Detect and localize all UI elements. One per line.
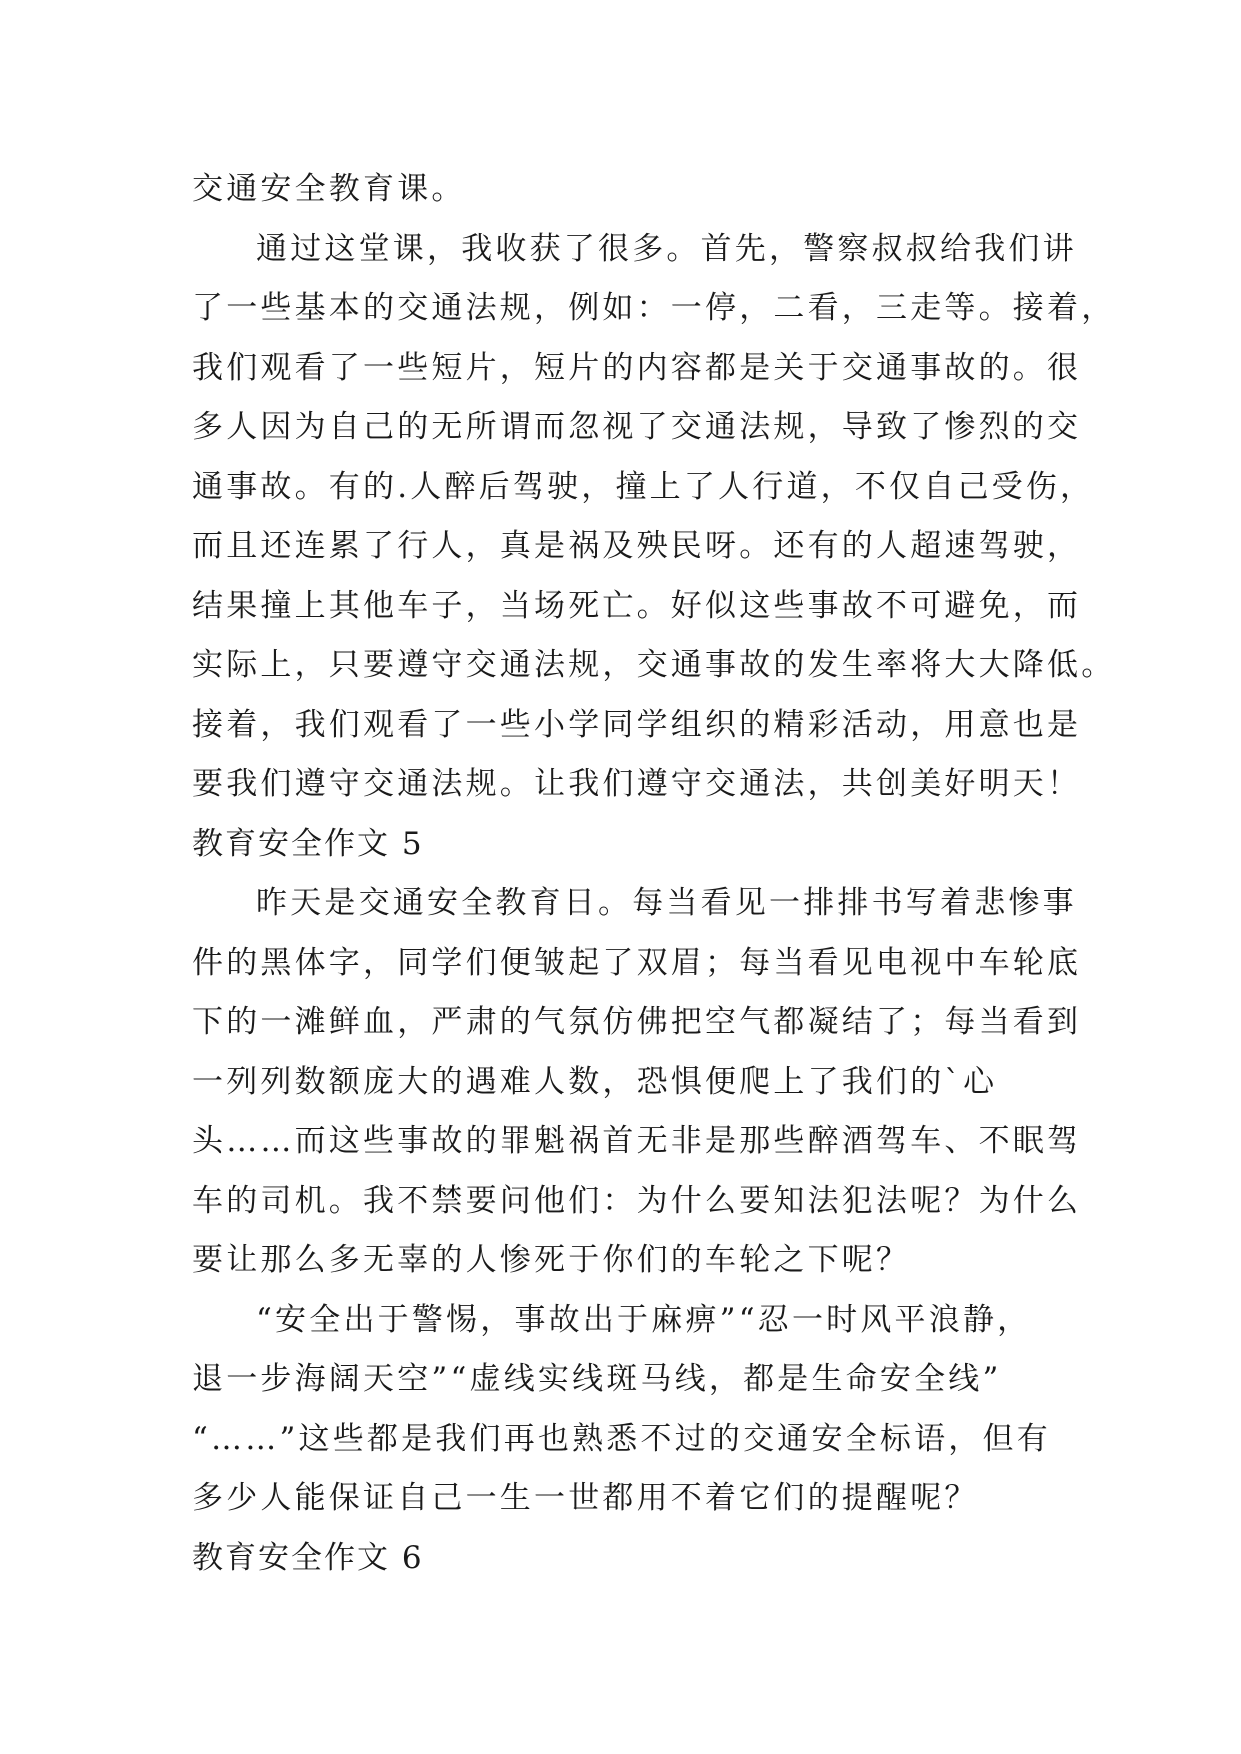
text-line: 多人因为自己的无所谓而忽视了交通法规，导致了惨烈的交 — [192, 409, 1082, 445]
text-line: 结果撞上其他车子，当场死亡。好似这些事故不可避免，而 — [192, 587, 1082, 624]
text-line: 通事故。有的.人醉后驾驶，撞上了人行道，不仅自己受伤， — [192, 468, 1095, 505]
text-line: 而且还连累了行人，真是祸及殃民呀。还有的人超速驾驶， — [192, 528, 1082, 564]
paragraph-first-line: “安全出于警惕，事故出于麻痹”“忍一时风平浪静， — [256, 1301, 1032, 1338]
section-heading: 教育安全作文 5 — [192, 825, 424, 862]
text-line: 要我们遵守交通法规。让我们遵守交通法，共创美好明天！ — [192, 766, 1082, 802]
paragraph-first-line: 通过这堂课，我收获了很多。首先，警察叔叔给我们讲 — [256, 230, 1077, 267]
text-line: 头……而这些事故的罪魁祸首无非是那些醉酒驾车、不眠驾 — [192, 1123, 1082, 1159]
text-line: 实际上，只要遵守交通法规，交通事故的发生率将大大降低。 — [192, 647, 1116, 683]
text-line: 了一些基本的交通法规，例如：一停，二看，三走等。接着， — [192, 290, 1116, 326]
text-line: “……”这些都是我们再也熟悉不过的交通安全标语，但有 — [192, 1420, 1051, 1457]
text-line: 交通安全教育课。 — [192, 171, 466, 207]
document-body — [192, 160, 1116, 1588]
text-line: 车的司机。我不禁要问他们：为什么要知法犯法呢？为什么 — [192, 1182, 1082, 1219]
section-heading: 教育安全作文 6 — [192, 1539, 424, 1576]
text-line: 接着，我们观看了一些小学同学组织的精彩活动，用意也是 — [192, 706, 1082, 743]
text-line: 我们观看了一些短片，短片的内容都是关于交通事故的。很 — [192, 349, 1082, 386]
text-line: 要让那么多无辜的人惨死于你们的车轮之下呢？ — [192, 1242, 911, 1278]
text-line: 下的一滩鲜血，严肃的气氛仿佛把空气都凝结了；每当看到 — [192, 1004, 1082, 1040]
text-line: 件的黑体字，同学们便皱起了双眉；每当看见电视中车轮底 — [192, 944, 1082, 981]
text-line: 多少人能保证自己一生一世都用不着它们的提醒呢？ — [192, 1480, 979, 1516]
paragraph-first-line: 昨天是交通安全教育日。每当看见一排排书写着悲惨事 — [256, 885, 1077, 921]
text-line: 退一步海阔天空”“虚线实线斑马线，都是生命安全线” — [192, 1361, 1002, 1397]
text-line: 一列列数额庞大的遇难人数，恐惧便爬上了我们的`心 — [192, 1063, 998, 1100]
